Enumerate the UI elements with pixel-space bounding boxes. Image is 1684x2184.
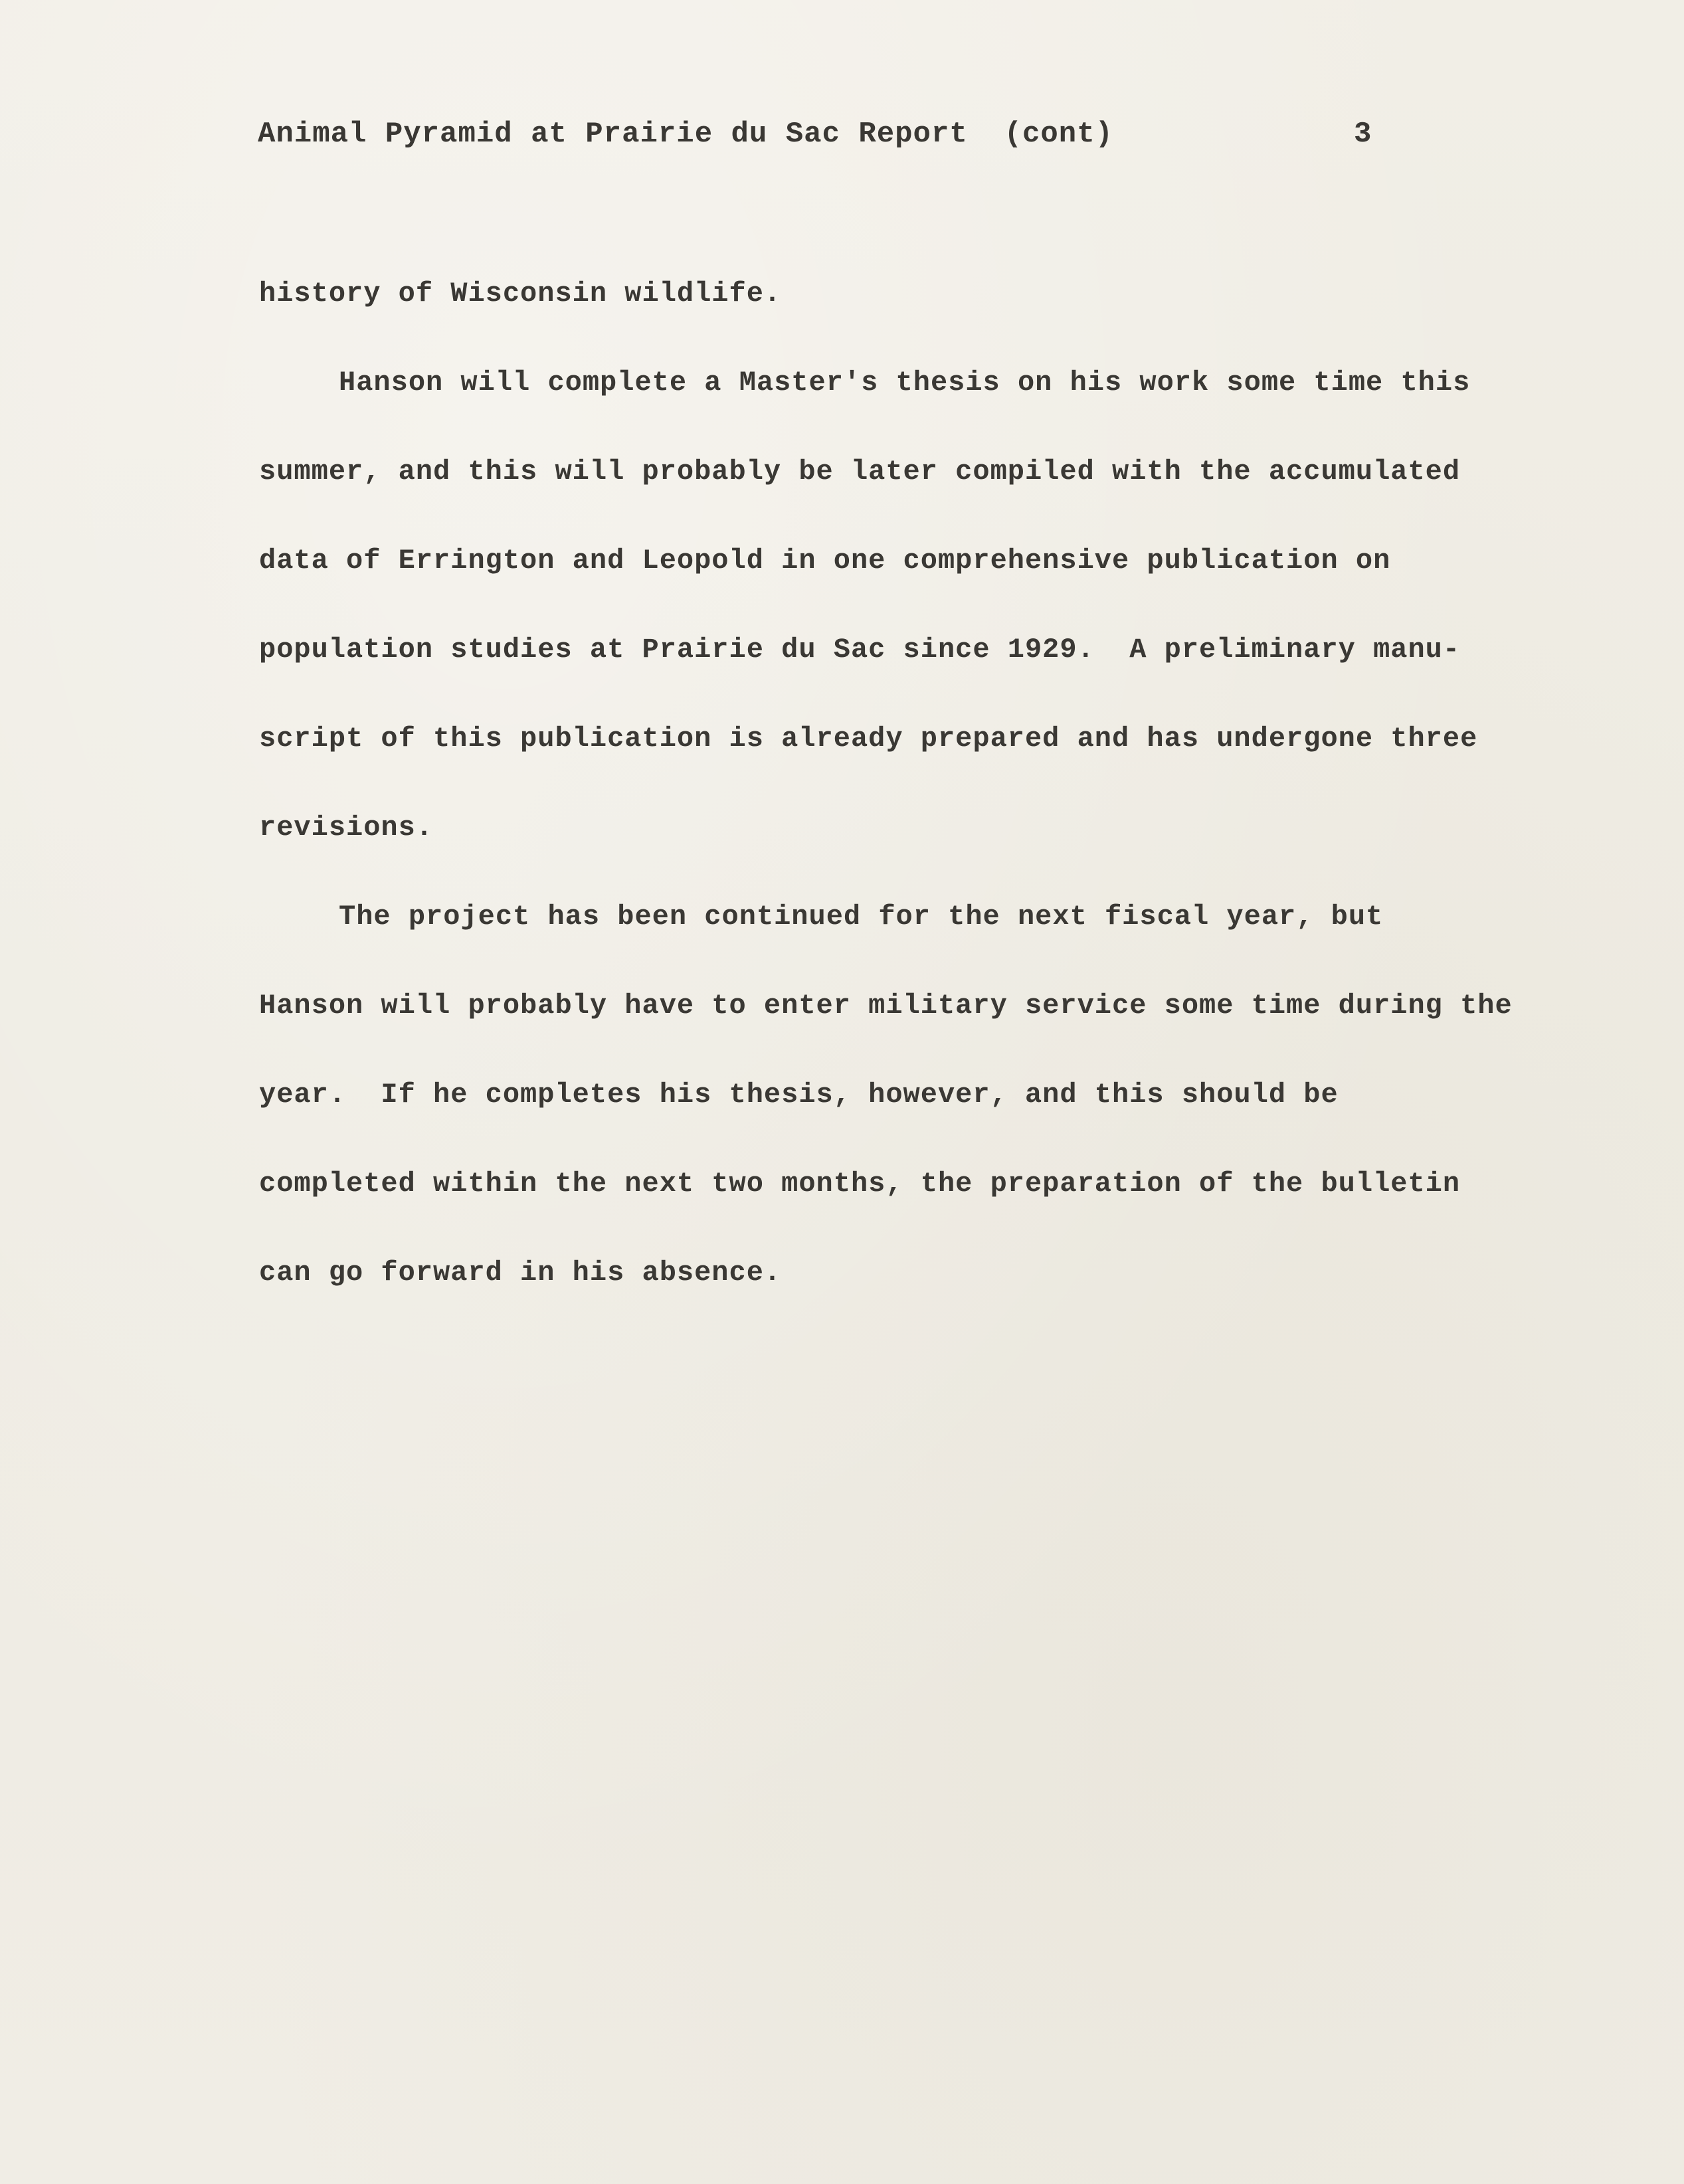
text-line: history of Wisconsin wildlife.: [259, 278, 782, 310]
report-title: Animal Pyramid at Prairie du Sac Report (cont): [258, 118, 1114, 151]
text-line: year. If he completes his thesis, however, and this should be: [259, 1079, 1339, 1111]
text-line: The project has been continued for the next fiscal year, but: [339, 901, 1384, 933]
page-header: [258, 114, 1453, 154]
page-number: 3: [1354, 118, 1372, 151]
report-body: [259, 250, 1521, 1342]
text-line: Hanson will complete a Master's thesis on his work some time this: [339, 367, 1471, 399]
text-line: can go forward in his absence.: [259, 1257, 782, 1289]
text-line: summer, and this will probably be later compiled with the accumulated: [259, 456, 1461, 488]
text-line: revisions.: [259, 812, 434, 844]
text-line: Hanson will probably have to enter military service some time during the: [259, 990, 1513, 1022]
text-line: completed within the next two months, the preparation of the bulletin: [259, 1168, 1461, 1200]
text-line: data of Errington and Leopold in one comprehensive publication on: [259, 545, 1391, 577]
text-line: script of this publication is already prepared and has undergone three: [259, 723, 1478, 755]
text-line: population studies at Prairie du Sac since 1929. A preliminary manu-: [259, 634, 1461, 666]
